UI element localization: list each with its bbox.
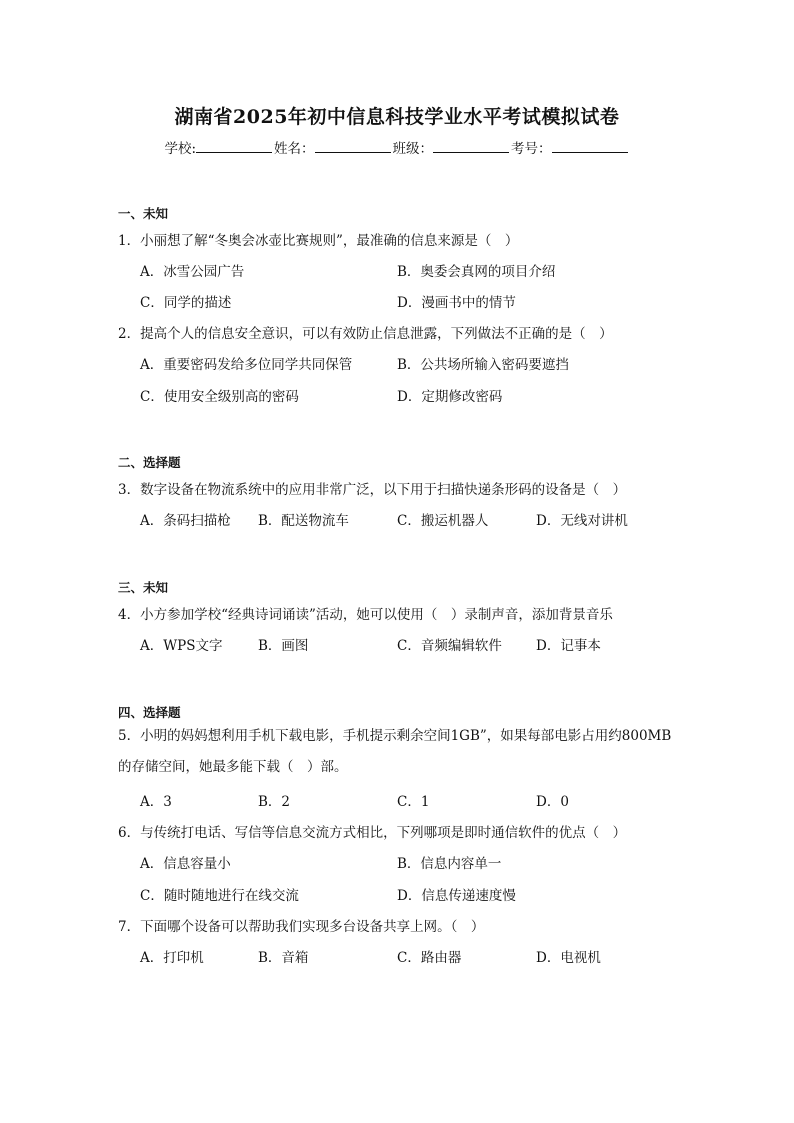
option-a[interactable]: A．重要密码发给多位同学共同保管 (140, 357, 353, 373)
option-b[interactable]: B．奥委会真网的项目介绍 (397, 264, 556, 280)
option-a[interactable]: A．条码扫描枪 (140, 513, 231, 529)
option-d[interactable]: D．信息传递速度慢 (397, 888, 516, 904)
section-heading: 四、选择题 (118, 705, 181, 720)
student-info-line (0, 137, 794, 157)
question-stem: 7．下面哪个设备可以帮助我们实现多台设备共享上网。（ ） (118, 919, 485, 935)
option-b[interactable]: B．信息内容单一 (397, 856, 502, 872)
option-b[interactable]: B．配送物流车 (258, 513, 349, 529)
question-stem: 2．提高个人的信息安全意识，可以有效防止信息泄露，下列做法不正确的是（ ） (118, 326, 613, 342)
question-stem: 6．与传统打电话、写信等信息交流方式相比，下列哪项是即时通信软件的优点（ ） (118, 825, 627, 841)
option-a[interactable]: A．信息容量小 (140, 856, 231, 872)
option-c[interactable]: C．随时随地进行在线交流 (140, 888, 299, 904)
option-c[interactable]: C．同学的描述 (140, 295, 232, 311)
option-d[interactable]: D．电视机 (536, 950, 601, 966)
name-label: 姓名： (274, 141, 315, 157)
option-a[interactable]: A．打印机 (140, 950, 204, 966)
question-stem: 5．小明的妈妈想利用手机下载电影，手机提示剩余空间1GB”，如果每部电影占用约800MB的存储空间，她最多能下载（ ）部。 (118, 728, 672, 775)
section-heading: 一、未知 (118, 206, 169, 221)
school-blank[interactable] (196, 138, 272, 153)
option-c[interactable]: C．音频编辑软件 (397, 638, 502, 654)
option-c[interactable]: C．使用安全级别高的密码 (140, 389, 299, 405)
option-b[interactable]: B．音箱 (258, 950, 309, 966)
name-blank[interactable] (315, 138, 391, 153)
option-d[interactable]: D．漫画书中的情节 (397, 295, 516, 311)
school-field[interactable] (164, 137, 274, 157)
option-c[interactable]: C．路由器 (397, 950, 462, 966)
question-stem: 1．小丽想了解“冬奥会冰壶比赛规则”，最准确的信息来源是（ ） (118, 233, 519, 249)
exam-number-label: 考号： (511, 141, 552, 157)
option-a[interactable]: A．WPS文字 (140, 638, 223, 654)
option-c[interactable]: C．搬运机器人 (397, 513, 489, 529)
option-c[interactable]: C．1 (397, 794, 430, 810)
name-field[interactable] (274, 137, 393, 157)
question-stem: 4．小方参加学校“经典诗词诵读”活动，她可以使用（ ）录制声音，添加背景音乐 (118, 607, 613, 623)
exam-number-blank[interactable] (552, 138, 628, 153)
exam-title: 湖南省2025年初中信息科技学业水平考试模拟试卷 (174, 106, 620, 128)
option-a[interactable]: A．冰雪公园广告 (140, 264, 245, 280)
section-heading: 二、选择题 (118, 455, 181, 470)
option-a[interactable]: A．3 (140, 794, 172, 810)
section-heading: 三、未知 (118, 580, 169, 595)
exam-number-field[interactable] (511, 137, 630, 157)
school-label: 学校: (164, 141, 197, 157)
class-blank[interactable] (433, 138, 509, 153)
question-stem: 3．数字设备在物流系统中的应用非常广泛，以下用于扫描快递条形码的设备是（ ） (118, 482, 627, 498)
class-field[interactable] (393, 137, 512, 157)
option-d[interactable]: D．记事本 (536, 638, 601, 654)
option-d[interactable]: D．无线对讲机 (536, 513, 628, 529)
class-label: 班级： (392, 141, 434, 157)
option-d[interactable]: D．定期修改密码 (397, 389, 503, 405)
option-b[interactable]: B．公共场所输入密码要遮挡 (397, 357, 569, 373)
option-b[interactable]: B．画图 (258, 638, 309, 654)
option-d[interactable]: D．0 (536, 794, 569, 810)
option-b[interactable]: B．2 (258, 794, 291, 810)
